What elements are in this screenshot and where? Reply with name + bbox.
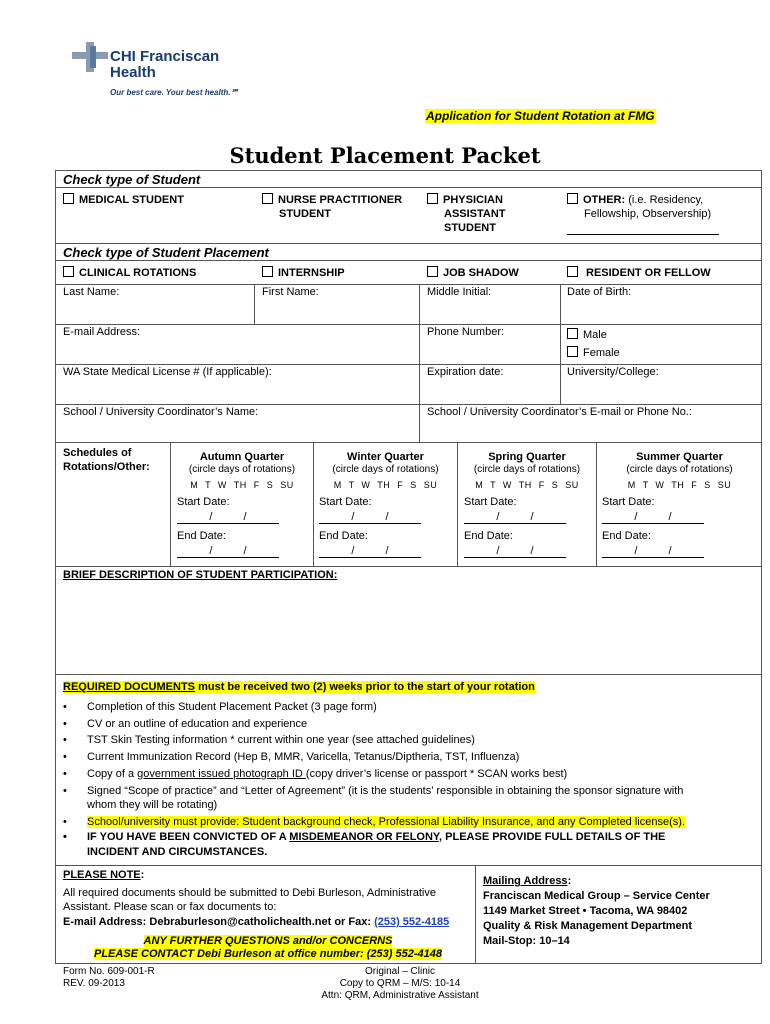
autumn-start-date[interactable]: / / (177, 511, 279, 524)
quarter-summer: Summer Quarter (circle days of rotations) M T W TH F S SU (597, 451, 762, 490)
fax-number[interactable]: (253) 552-4185 (374, 916, 450, 928)
note-heading: PLEASE NOTE: (63, 869, 145, 881)
physician-assistant-checkbox[interactable] (427, 193, 438, 204)
medical-student-checkbox[interactable] (63, 193, 74, 204)
license-field[interactable]: WA State Medical License # (If applicable): (63, 366, 272, 378)
list-item: • Completion of this Student Placement Packet (3 page form) (63, 699, 753, 716)
quarter-spring: Spring Quarter (circle days of rotations) M T W TH F S SU (458, 451, 596, 490)
spring-days[interactable]: M T W TH F S SU (475, 480, 579, 490)
logo-name-line1: CHI Franciscan (110, 48, 220, 65)
placement-type-heading: Check type of Student Placement (63, 245, 269, 260)
schedule-label: Schedules of Rotations/Other: (63, 447, 150, 473)
required-heading: REQUIRED DOCUMENTS must be received two (2) weeks prior to the start of your rotation (63, 681, 535, 693)
autumn-end-label: End Date: (177, 530, 226, 542)
student-type-heading: Check type of Student (63, 172, 201, 187)
list-item: • TST Skin Testing information * current within one year (see attached guidelines) (63, 732, 753, 749)
clinical-rotations-checkbox[interactable] (63, 266, 74, 277)
summer-end-date[interactable]: / / (602, 545, 704, 558)
summer-start-label: Start Date: (602, 496, 655, 508)
option-other[interactable]: OTHER: (i.e. Residency, Fellowship, Observership) (567, 193, 711, 221)
winter-days[interactable]: M T W TH F S SU (333, 480, 438, 490)
winter-start-label: Start Date: (319, 496, 372, 508)
autumn-start-label: Start Date: (177, 496, 230, 508)
other-specify-line[interactable] (567, 234, 719, 235)
option-physician-assistant[interactable]: PHYSICIAN ASSISTANT STUDENT (427, 193, 506, 235)
phone-field[interactable]: Phone Number: (427, 326, 505, 338)
list-item: • School/university must provide: Student background check, Professional Liability Insurance, and any Completed license(s). (63, 814, 753, 831)
logo-tagline: Our best care. Your best health.℠ (110, 88, 239, 97)
note-contact: E-mail Address: Debraburleson@catholichealth.net or Fax: (253) 552-4185 (63, 916, 450, 928)
job-shadow-checkbox[interactable] (427, 266, 438, 277)
spring-start-label: Start Date: (464, 496, 517, 508)
option-nurse-practitioner[interactable]: NURSE PRACTITIONER STUDENT (262, 193, 402, 221)
other-checkbox[interactable] (567, 193, 578, 204)
expiration-date-field[interactable]: Expiration date: (427, 366, 504, 378)
option-medical-student[interactable]: MEDICAL STUDENT (63, 193, 184, 206)
footer-routing: Original – Clinic Copy to QRM – M/S: 10-14 Attn: QRM, Administrative Assistant (321, 966, 479, 1001)
last-name-field[interactable]: Last Name: (63, 286, 120, 298)
middle-initial-field[interactable]: Middle Initial: (427, 286, 492, 298)
description-heading: BRIEF DESCRIPTION OF STUDENT PARTICIPATION: (63, 569, 338, 581)
spring-end-date[interactable]: / / (464, 545, 566, 558)
page-title: Student Placement Packet (229, 143, 541, 168)
option-clinical-rotations[interactable]: CLINICAL ROTATIONS (63, 266, 196, 279)
coordinator-contact-field[interactable]: School / University Coordinator’s E-mail or Phone No.: (427, 406, 692, 418)
university-field[interactable]: University/College: (567, 366, 659, 378)
male-checkbox[interactable] (567, 328, 578, 339)
list-item: • Current Immunization Record (Hep B, MMR, Varicella, Tetanus/Diptheria, TST, Influenza) (63, 749, 753, 766)
autumn-days[interactable]: M T W TH F S SU (190, 480, 294, 490)
winter-end-date[interactable]: / / (319, 545, 421, 558)
list-item: • IF YOU HAVE BEEN CONVICTED OF A MISDEMEANOR OR FELONY, PLEASE PROVIDE FULL DETAILS OF THE INCIDENT AND CIRCUMSTANCES. (63, 830, 753, 860)
list-item: • Copy of a government issued photograph ID (copy driver’s license or passport * SCAN works best) (63, 766, 753, 783)
application-title: Application for Student Rotation at FMG (426, 109, 655, 123)
coordinator-name-field[interactable]: School / University Coordinator’s Name: (63, 406, 259, 418)
description-area[interactable] (60, 584, 760, 672)
form-number: Form No. 609-001-R REV. 09-2013 (63, 966, 155, 989)
summer-start-date[interactable]: / / (602, 511, 704, 524)
internship-checkbox[interactable] (262, 266, 273, 277)
list-item: • CV or an outline of education and experience (63, 716, 753, 733)
date-of-birth-field[interactable]: Date of Birth: (567, 286, 632, 298)
note-questions: ANY FURTHER QUESTIONS and/or CONCERNS PLEASE CONTACT Debi Burleson at office number: (253) 552-4148 (93, 935, 442, 960)
quarter-autumn: Autumn Quarter (circle days of rotations) M T W TH F S SU (171, 451, 313, 490)
option-resident-fellow[interactable]: RESIDENT OR FELLOW (567, 266, 711, 279)
email-field[interactable]: E-mail Address: (63, 326, 141, 338)
note-text: All required documents should be submitted to Debi Burleson, Administrative Assistant. Please scan or fax documents to: (63, 887, 436, 913)
summer-days[interactable]: M T W TH F S SU (627, 480, 732, 490)
quarter-winter: Winter Quarter (circle days of rotations) M T W TH F S SU (314, 451, 457, 490)
winter-start-date[interactable]: / / (319, 511, 421, 524)
option-internship[interactable]: INTERNSHIP (262, 266, 345, 279)
option-male[interactable]: Male (567, 328, 607, 341)
required-list (63, 699, 753, 860)
spring-end-label: End Date: (464, 530, 513, 542)
logo-name-line2: Health (110, 64, 156, 81)
option-female[interactable]: Female (567, 346, 620, 359)
nurse-practitioner-checkbox[interactable] (262, 193, 273, 204)
resident-fellow-checkbox[interactable] (567, 266, 578, 277)
autumn-end-date[interactable]: / / (177, 545, 279, 558)
spring-start-date[interactable]: / / (464, 511, 566, 524)
first-name-field[interactable]: First Name: (262, 286, 319, 298)
option-job-shadow[interactable]: JOB SHADOW (427, 266, 519, 279)
summer-end-label: End Date: (602, 530, 651, 542)
mailing-address: Mailing Address: Franciscan Medical Group – Service Center 1149 Market Street • Tacoma, WA 98402 Quality & Risk Management Department Mail-Stop: 10–14 (483, 875, 710, 947)
list-item: • Signed “Scope of practice” and “Letter of Agreement” (it is the students’ responsible in obtaining the sponsor signature with whom they will be rotating) (63, 784, 753, 812)
winter-end-label: End Date: (319, 530, 368, 542)
female-checkbox[interactable] (567, 346, 578, 357)
